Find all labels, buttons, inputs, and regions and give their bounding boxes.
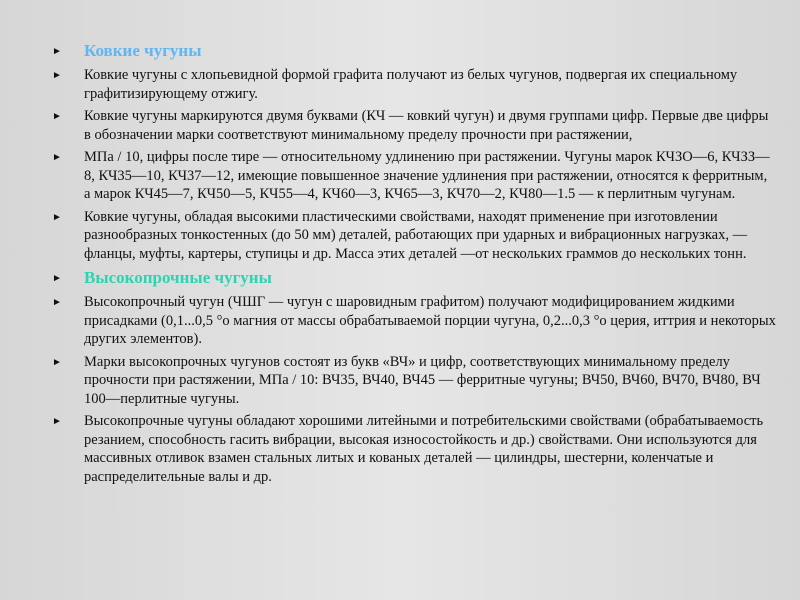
- bullet-paragraph: [52, 412, 776, 486]
- bullet-arrow-icon: ►: [52, 152, 62, 163]
- bullet-paragraph: [52, 353, 776, 409]
- bullet-arrow-icon: ►: [52, 46, 62, 57]
- bullet-paragraph: [52, 107, 776, 144]
- paragraph-text: Высокопрочные чугуны обладают хорошими литейными и потребительскими свойствами (обрабатываемость резанием, способность гасить вибрации, высокая износостойкость и др.) свойствами. Они используются для массивных отливок взамен стальных литых и кованых деталей — цилиндры, шестерни, коленчатые и распределительные валы и др.: [84, 413, 764, 485]
- bullet-arrow-icon: ►: [52, 356, 62, 368]
- section-heading: [52, 40, 776, 62]
- bullet-arrow-icon: ►: [52, 416, 62, 427]
- section-heading-text: Ковкие чугуны: [84, 41, 202, 60]
- bullet-arrow-icon: ►: [52, 297, 62, 308]
- section-heading-text: Высокопрочные чугуны: [84, 268, 272, 287]
- bullet-arrow-icon: ►: [52, 273, 62, 284]
- paragraph-text: Ковкие чугуны маркируются двумя буквами (КЧ — ковкий чугун) и двумя группами цифр. Первые две цифры в обозначении марки соответствуют минимальному пределу прочности при растяжении,: [84, 108, 769, 143]
- bullet-arrow-icon: ►: [52, 70, 62, 81]
- section-heading: [52, 267, 776, 289]
- paragraph-text: Высокопрочный чугун (ЧШГ — чугун с шаровидным графитом) получают модифицированием жидкими присадками (0,1...0,5 °о магния от массы обрабатываемой порции чугуна, 0,2...0,3 °о церия, иттрия и некоторых других элементов).: [84, 294, 776, 347]
- bullet-paragraph: [52, 148, 776, 204]
- bullet-paragraph: [52, 293, 776, 349]
- bullet-paragraph: [52, 66, 776, 103]
- bullet-arrow-icon: ►: [52, 211, 62, 223]
- bullet-arrow-icon: ►: [52, 111, 62, 122]
- paragraph-text: Ковкие чугуны с хлопьевидной формой графита получают из белых чугунов, подвергая их специальному графитизирующему отжигу.: [84, 67, 738, 102]
- paragraph-text: Ковкие чугуны, обладая высокими пластическими свойствами, находят применение при изготовлении разнообразных тонкостенных (до 50 мм) деталей, работающих при ударных и вибрационных нагрузках, — фланцы, муфты, картеры, ступицы и др. Масса этих деталей —от нескольких граммов до нескольких тонн.: [84, 208, 748, 262]
- bullet-paragraph: [52, 208, 776, 264]
- slide-content: [52, 40, 776, 490]
- paragraph-text: МПа / 10, цифры после тире — относительному удлинению при растяжении. Чугуны марок КЧЗО—6, КЧЗЗ—8, КЧ35—10, КЧ37—12, имеющие повышенное значение удлинения при растяжении, относятся к ферритным, а марок КЧ45—7, КЧ50—5, КЧ55—4, КЧ60—3, КЧ65—3, КЧ70—2, КЧ80—1.5 — к перлитным чугунам.: [84, 149, 770, 202]
- paragraph-text: Марки высокопрочных чугунов состоят из букв «ВЧ» и цифр, соответствующих минимальному пределу прочности при растяжении, МПа / 10: ВЧ35, ВЧ40, ВЧ45 — ферритные чугуны; ВЧ50, ВЧ60, ВЧ70, ВЧ80, ВЧ 100—перлитные чугуны.: [84, 353, 761, 407]
